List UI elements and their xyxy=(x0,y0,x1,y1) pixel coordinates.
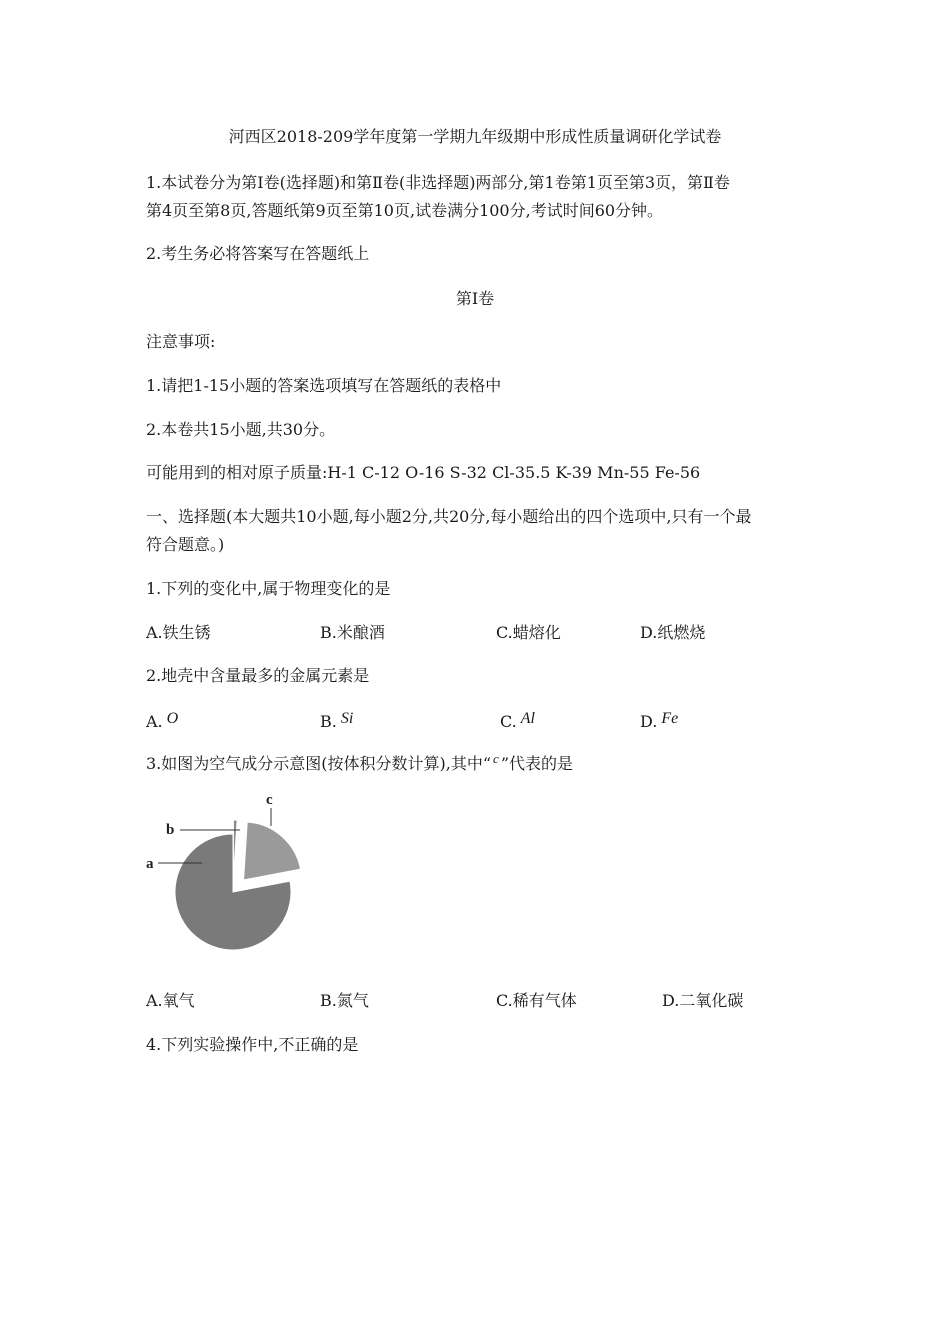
question-3-stem-after: ”代表的是 xyxy=(500,754,573,773)
part-one-line-2: 符合题意。) xyxy=(146,535,225,554)
question-1-option-c: C.蜡熔化 xyxy=(496,623,561,642)
part-one-line-1: 一、选择题(本大题共10小题,每小题2分,共20分,每小题给出的四个选项中,只有一个最 xyxy=(146,507,752,526)
question-1-option-b: B.米酿酒 xyxy=(320,623,385,642)
question-4-stem: 4.下列实验操作中,不正确的是 xyxy=(146,1035,359,1054)
question-2-option-d xyxy=(640,710,679,734)
element-symbol: Fe xyxy=(661,710,679,727)
question-1-stem: 1.下列的变化中,属于物理变化的是 xyxy=(146,579,391,598)
question-3-stem-before: 3.如图为空气成分示意图(按体积分数计算),其中“ xyxy=(146,754,492,773)
pie-slice-c xyxy=(244,822,301,880)
question-2-option-b xyxy=(320,710,354,734)
atomic-masses: 可能用到的相对原子质量:H-1 C-12 O-16 S-32 Cl-35.5 K-39 Mn-55 Fe-56 xyxy=(146,463,701,482)
pie-slice-b xyxy=(233,820,237,878)
question-2-option-c xyxy=(500,710,535,734)
instruction-line-2: 第4页至第8页,答题纸第9页至第10页,试卷满分100分,考试时间60分钟。 xyxy=(146,201,664,220)
question-3-option-c: C.稀有气体 xyxy=(496,991,577,1010)
option-prefix: B. xyxy=(320,712,337,731)
element-symbol: Si xyxy=(340,710,354,727)
pie-label-b: b xyxy=(166,822,175,838)
question-1-option-d: D.纸燃烧 xyxy=(640,623,706,642)
option-prefix: C. xyxy=(500,712,517,731)
instruction-line-3: 2.考生务必将答案写在答题纸上 xyxy=(146,244,370,263)
question-3-stem xyxy=(146,753,573,776)
element-symbol: Al xyxy=(520,710,535,727)
question-3-symbol: c xyxy=(493,751,499,766)
notes-item-2: 2.本卷共15小题,共30分。 xyxy=(146,420,336,439)
instruction-line-1: 1.本试卷分为第Ⅰ卷(选择题)和第Ⅱ卷(非选择题)两部分,第1卷第1页至第3页，第Ⅱ卷 xyxy=(146,173,730,192)
pie-label-c: c xyxy=(266,792,273,808)
question-2-option-a xyxy=(146,710,179,734)
notes-item-1: 1.请把1-15小题的答案选项填写在答题纸的表格中 xyxy=(146,376,502,395)
element-symbol: O xyxy=(166,710,179,727)
section-title: 第Ⅰ卷 xyxy=(455,289,495,308)
question-3-option-d: D.二氧化碳 xyxy=(662,991,744,1010)
question-1-option-a: A.铁生锈 xyxy=(146,623,211,642)
air-composition-pie-chart xyxy=(140,788,320,958)
exam-title: 河西区2018-209学年度第一学期九年级期中形成性质量调研化学试卷 xyxy=(228,127,722,146)
option-prefix: D. xyxy=(640,712,658,731)
question-3-option-b: B.氮气 xyxy=(320,991,369,1010)
option-prefix: A. xyxy=(146,712,163,731)
question-3-option-a: A.氧气 xyxy=(146,991,195,1010)
pie-label-a: a xyxy=(146,856,154,872)
notes-heading: 注意事项: xyxy=(146,332,216,351)
question-2-stem: 2.地壳中含量最多的金属元素是 xyxy=(146,666,370,685)
